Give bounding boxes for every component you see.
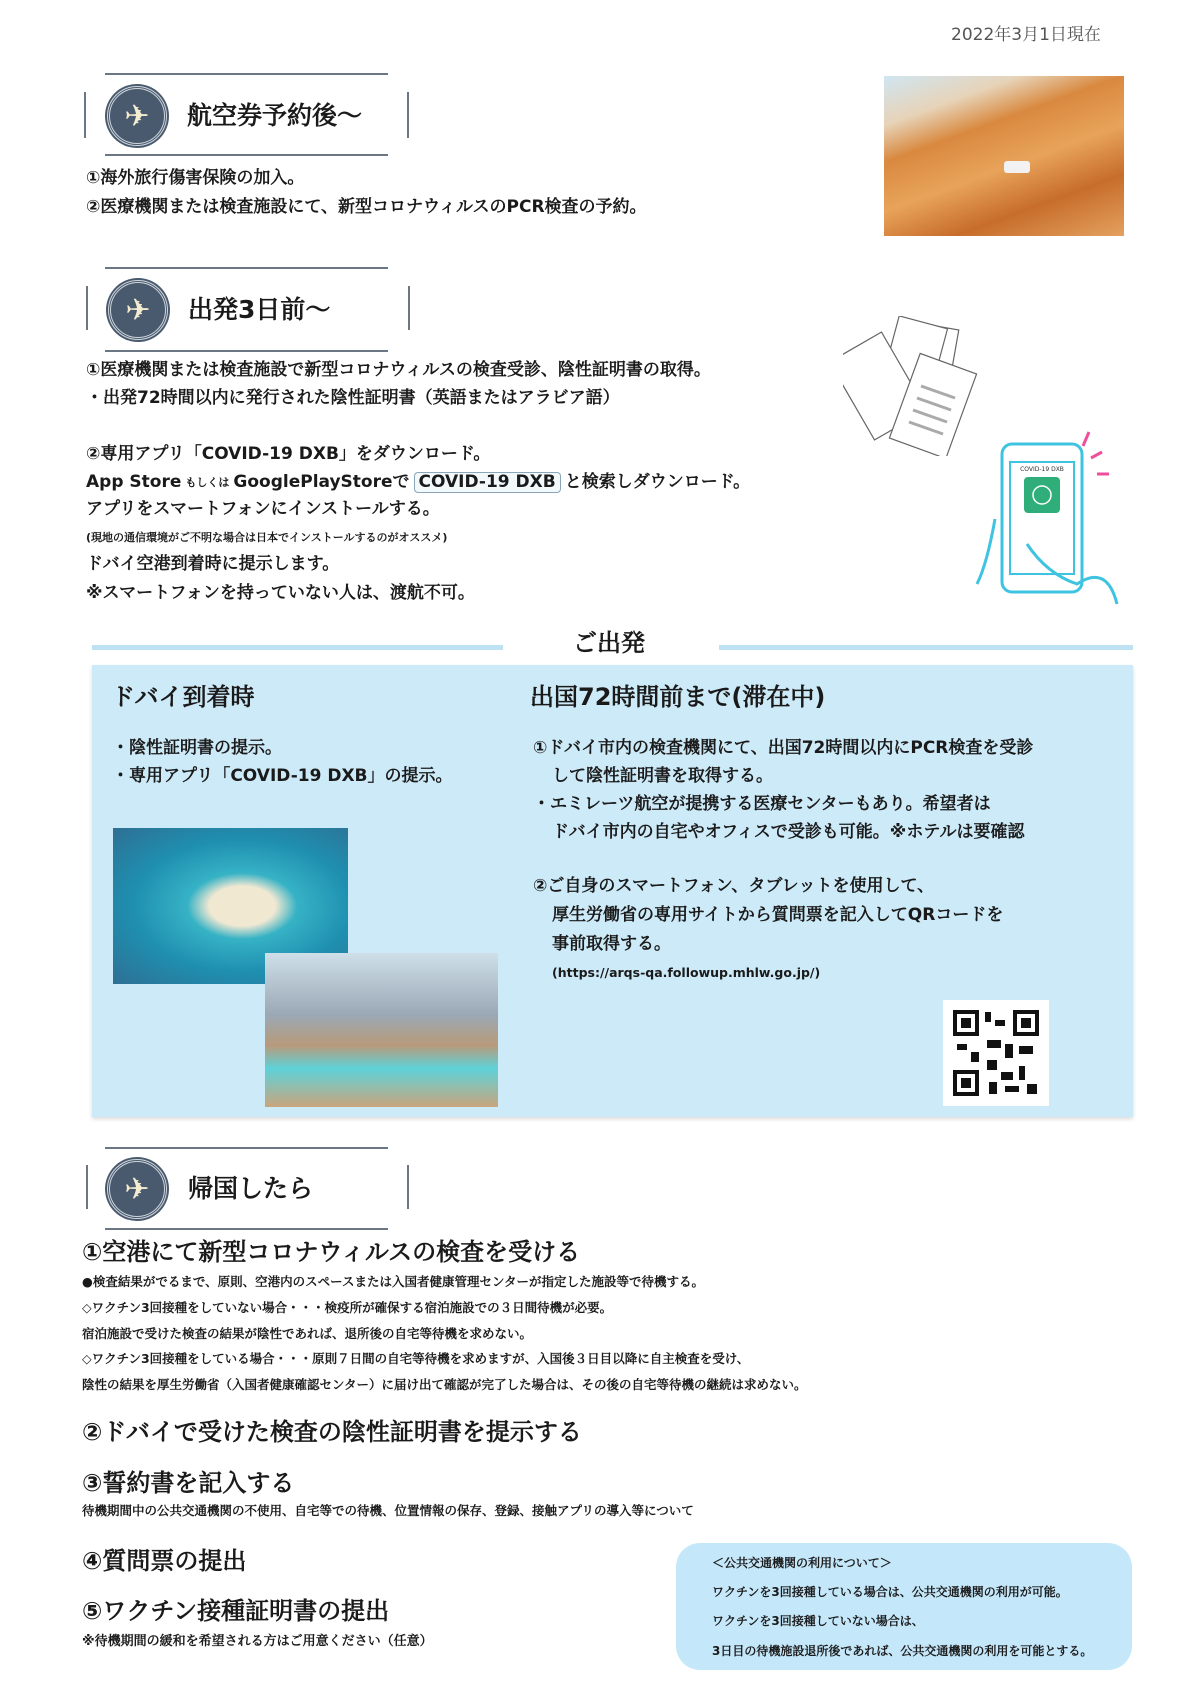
section-title: 帰国したら xyxy=(188,1174,314,1203)
airplane-logo-icon: ✈ xyxy=(107,1159,167,1219)
transport-note-title: ＜公共交通機関の利用について＞ xyxy=(712,1556,892,1570)
download-text: と検索しダウンロード。 xyxy=(564,472,751,492)
section-title: 出発3日前～ xyxy=(188,295,331,324)
section-title: 航空券予約後～ xyxy=(187,101,363,130)
stay-line: ・エミレーツ航空が提携する医療センターもあり。希望者は xyxy=(533,794,991,814)
divider xyxy=(719,645,1133,650)
transport-note-line: 3日目の待機施設退所後であれば、公共交通機関の利用を可能とする。 xyxy=(712,1644,1093,1658)
smartphone-illustration xyxy=(967,414,1137,609)
arrival-item: ・陰性証明書の提示。 xyxy=(112,738,282,758)
step1-note: ◇ワクチン3回接種をしていない場合・・・検疫所が確保する宿泊施設での３日間待機が必要。 xyxy=(82,1300,613,1315)
text-line: アプリをスマートフォンにインストールする。 xyxy=(86,499,440,519)
text-line: ドバイ空港到着時に提示します。 xyxy=(86,554,340,574)
date-label: 2022年3月1日現在 xyxy=(951,25,1101,45)
return-step-3: ③誓約書を記入する xyxy=(82,1469,295,1497)
app-name-tag: COVID-19 DXB xyxy=(414,472,561,493)
booking-item-2: ②医療機関または検査施設にて、新型コロナウィルスのPCR検査の予約。 xyxy=(86,197,647,217)
text-line: ①医療機関または検査施設で新型コロナウィルスの検査受診、陰性証明書の取得。 xyxy=(86,360,711,380)
return-step-4: ④質問票の提出 xyxy=(82,1547,247,1575)
divider xyxy=(92,645,503,650)
return-step-2: ②ドバイで受けた検査の陰性証明書を提示する xyxy=(82,1418,582,1446)
step1-note: 陰性の結果を厚生労働省（入国者健康確認センター）に届け出て確認が完了した場合は、その後の自宅等待機の継続は求めない。 xyxy=(82,1377,807,1392)
step1-note: ◇ワクチン3回接種をしている場合・・・原則７日間の自宅等待機を求めますが、入国後３日目以降に自主検査を受け、 xyxy=(82,1351,750,1366)
stay-line: 事前取得する。 xyxy=(552,934,671,954)
google-play-text: GooglePlayStoreで xyxy=(233,472,410,492)
text-note: (現地の通信環境がご不明な場合は日本でインストールするのがオススメ) xyxy=(86,531,448,544)
stay-line: ②ご自身のスマートフォン、タブレットを使用して、 xyxy=(533,876,935,896)
stay-title: 出国72時間前まで(滞在中) xyxy=(530,683,826,711)
return-step-5: ⑤ワクチン接種証明書の提出 xyxy=(82,1597,390,1625)
airplane-logo-icon: ✈ xyxy=(107,86,167,146)
questionnaire-url[interactable]: (https://arqs-qa.followup.mhlw.go.jp/) xyxy=(552,965,821,980)
step1-note: 宿泊施設で受けた検査の結果が陰性であれば、退所後の自宅等待機を求めない。 xyxy=(82,1326,533,1341)
stay-line: ドバイ市内の自宅やオフィスで受診も可能。※ホテルは要確認 xyxy=(552,822,1025,842)
phone-app-label: COVID-19 DXB xyxy=(1020,466,1064,473)
stay-line: 厚生労働省の専用サイトから質問票を記入してQRコードを xyxy=(552,905,1004,925)
step5-note: ※待機期間の緩和を希望される方はご用意ください（任意） xyxy=(82,1634,433,1649)
text-line: ②専用アプリ「COVID-19 DXB」をダウンロード。 xyxy=(86,444,491,464)
dubai-city-photo xyxy=(265,953,498,1107)
text-line: ・出発72時間以内に発行された陰性証明書（英語またはアラビア語） xyxy=(86,388,620,408)
or-text: もしくは xyxy=(185,476,230,489)
arrival-title: ドバイ到着時 xyxy=(111,683,255,711)
app-search-line xyxy=(86,472,750,493)
airplane-logo-icon: ✈ xyxy=(108,280,168,340)
text-line: ※スマートフォンを持っていない人は、渡航不可。 xyxy=(86,583,475,603)
stay-line: して陰性証明書を取得する。 xyxy=(552,766,773,786)
app-store-text: App Store xyxy=(86,472,182,492)
arrival-item: ・専用アプリ「COVID-19 DXB」の提示。 xyxy=(112,766,453,786)
desert-photo xyxy=(884,76,1124,236)
transport-note-line: ワクチンを3回接種している場合は、公共交通機関の利用が可能。 xyxy=(712,1585,1068,1599)
departure-label: ご出発 xyxy=(573,629,645,657)
qr-code xyxy=(943,1000,1049,1106)
step3-note: 待機期間中の公共交通機関の不使用、自宅等での待機、位置情報の保存、登録、接触アプリの導入等について xyxy=(82,1503,694,1518)
transport-note-line: ワクチンを3回接種していない場合は、 xyxy=(712,1614,924,1628)
booking-item-1: ①海外旅行傷害保険の加入。 xyxy=(86,168,305,188)
return-step-1: ①空港にて新型コロナウィルスの検査を受ける xyxy=(82,1238,581,1266)
step1-note: ●検査結果がでるまで、原則、空港内のスペースまたは入国者健康管理センターが指定した施設等で待機する。 xyxy=(82,1274,705,1289)
stay-line: ①ドバイ市内の検査機関にて、出国72時間以内にPCR検査を受診 xyxy=(533,738,1034,758)
